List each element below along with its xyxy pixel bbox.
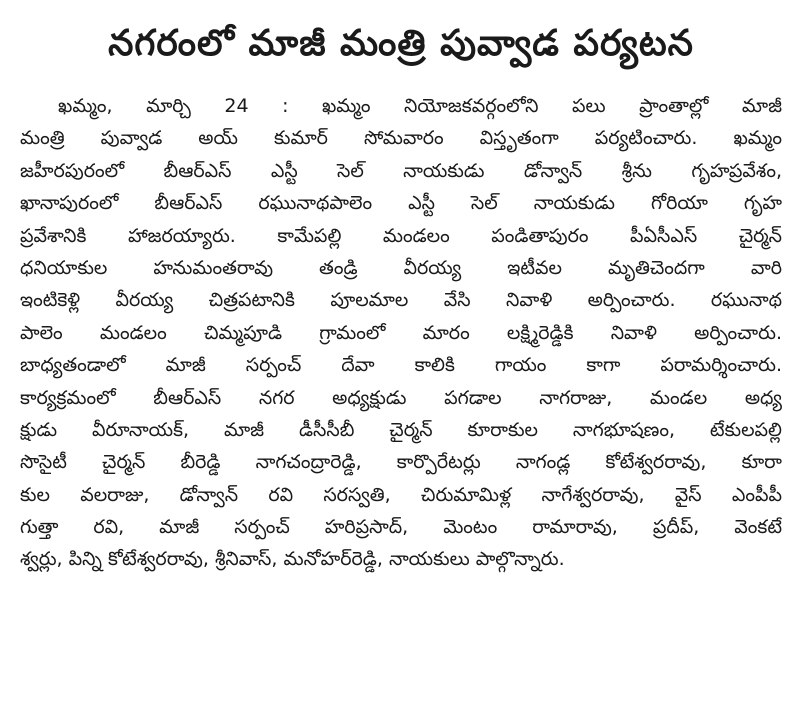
body-line: మంత్రి పువ్వాడ అయ్ కుమార్ సోమవారం విస్తృతంగా పర్యటించారు. ఖమ్మం: [20, 127, 782, 150]
body-line: ఖమ్మం, మార్చి 24 : ఖమ్మం నియోజకవర్గంలోని పలు ప్రాంతాల్లో మాజీ: [58, 95, 782, 117]
body-line: క్షుడు వీరూనాయక్, మాజీ డీసీసీబీ చైర్మన్ కూరాకుల నాగభూషణం, టేకులపల్లి: [20, 418, 782, 441]
body-line: బాధ్యతండాలో మాజీ సర్పంచ్ దేవా కాలికి గాయం కాగా పరామర్శించారు.: [20, 354, 782, 377]
article-body: [20, 90, 782, 576]
body-line: గుత్తా రవి, మాజీ సర్పంచ్ హరిప్రసాద్, మెంటం రామారావు, ప్రదీప్, వెంకటే: [20, 516, 782, 539]
body-line: ఇంటికెళ్లి వీరయ్య చిత్రపటానికి పూలమాల వేసి నివాళి అర్పించారు. రఘునాథ: [20, 289, 782, 312]
body-line: కుల వలరాజు, డోన్వాన్ రవి సరస్వతి, చిరుమామిళ్ల నాగేశ్వరరావు, వైస్ ఎంపీపీ: [20, 483, 782, 506]
body-line: ప్రవేశానికి హాజరయ్యారు. కామేపల్లి మండలం పండితాపురం పీఏసీఎస్ చైర్మన్: [20, 224, 782, 247]
body-line: పాలెం మండలం చిమ్మపూడి గ్రామంలో మారం లక్ష్మిరెడ్డికి నివాళి అర్పించారు.: [20, 321, 782, 344]
body-line: శ్వర్లు, పిన్ని కోటేశ్వరరావు, శ్రీనివాస్, మనోహర్‌రెడ్డి, నాయకులు పాల్గొన్నారు.: [20, 548, 565, 571]
body-line: ఖానాపురంలో బీఆర్ఎస్ రఘునాథపాలెం ఎస్టీ సెల్ నాయకుడు గోరియా గృహ: [20, 192, 782, 215]
body-line: జహీరపురంలో బీఆర్ఎస్ ఎస్టీ సెల్ నాయకుడు డోన్వాన్ శ్రీను గృహప్రవేశం,: [20, 159, 782, 182]
body-line: ధనియాకుల హనుమంతరావు తండ్రి వీరయ్య ఇటీవల మృతిచెందగా వారి: [20, 256, 782, 279]
article-headline: నగరంలో మాజీ మంత్రి పువ్వాడ పర్యటన: [108, 23, 694, 64]
body-line: కార్యక్రమంలో బీఆర్ఎస్ నగర అధ్యక్షుడు పగడాల నాగరాజు, మండల అధ్య: [20, 386, 782, 409]
body-line: సొసైటీ చైర్మన్ బీరెడ్డి నాగచంద్రారెడ్డి, కార్పొరేటర్లు నాగండ్ల కోటేశ్వరరావు, కూరా: [20, 451, 782, 474]
